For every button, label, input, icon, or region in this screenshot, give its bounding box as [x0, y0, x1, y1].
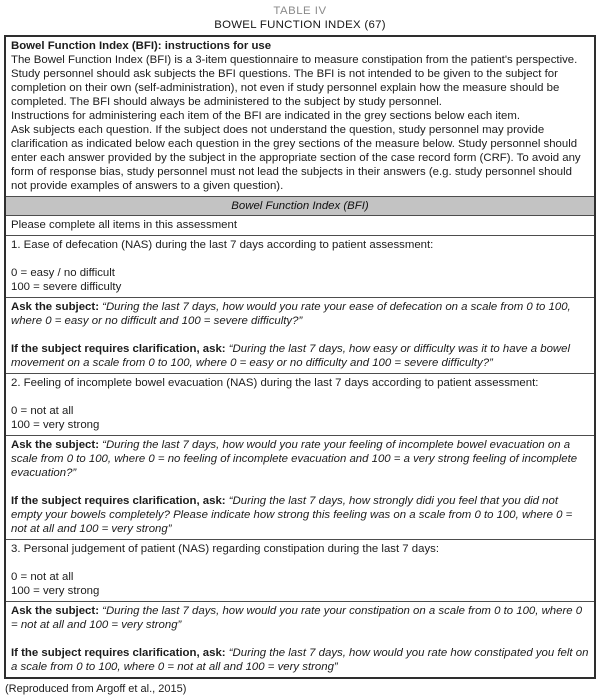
table-title: BOWEL FUNCTION INDEX (67) — [214, 19, 386, 31]
section-header-band: Bowel Function Index (BFI) — [6, 196, 594, 215]
question-text: 2. Feeling of incomplete bowel evacuation (NAS) during the last 7 days according to patient assessment: — [11, 377, 539, 389]
table-caption — [0, 0, 600, 35]
ask-row-2 — [6, 435, 594, 539]
question-text: 3. Personal judgement of patient (NAS) regarding constipation during the last 7 days: — [11, 543, 440, 555]
please-complete-row: Please complete all items in this assessment — [6, 215, 594, 235]
question-row-3 — [6, 539, 594, 601]
ask-label: Ask the subject: — [11, 301, 99, 313]
anchor-min: 0 = not at all — [11, 571, 74, 583]
ask-quote: “During the last 7 days, how would you rate your ease of defecation on a scale from 0 to 100, where 0 = easy or no difficult and 100 = severe difficulty?” — [11, 301, 571, 327]
anchor-max: 100 = severe difficulty — [11, 281, 122, 293]
clarify-label: If the subject requires clarification, ask: — [11, 647, 226, 659]
instructions-paragraph-3: Ask subjects each question. If the subject does not understand the question, study personnel may provide clarification as indicated below each question in the grey sections of the measure below. Study personnel should enter each answer provided by the subject in the appropriate section of the case record form (CRF). To avoid any form of response bias, study personnel must not lead the subjects in their answers (e.g. study personnel should not provide examples of answers to a given question). — [11, 124, 581, 192]
question-row-1 — [6, 235, 594, 297]
ask-paragraph — [11, 300, 589, 328]
spacer — [11, 390, 589, 404]
anchor-min: 0 = not at all — [11, 405, 74, 417]
source-note: (Reproduced from Argoff et al., 2015) — [5, 683, 187, 695]
ask-label: Ask the subject: — [11, 439, 99, 451]
anchor-max: 100 = very strong — [11, 419, 100, 431]
instructions-paragraph-2: Instructions for administering each item of the BFI are indicated in the grey sections below each item. — [11, 110, 521, 122]
bfi-table — [4, 35, 596, 679]
ask-row-1 — [6, 297, 594, 373]
instructions-paragraph-1: The Bowel Function Index (BFI) is a 3-item questionnaire to measure constipation from the patient's perspective. Study personnel should ask subjects the BFI questions. The BFI is not intended to be given to the subject for completion on their own (self-administration), not even if study personnel explain how the measure should be completed. The BFI should always be administered to the subject by study personnel. — [11, 54, 578, 108]
anchor-max: 100 = very strong — [11, 585, 100, 597]
clarify-quote: “During the last 7 days, how easy or difficulty was it to have a bowel movement on a scale from 0 to 100, where 0 = easy or no difficulty and 100 = severe difficulty?” — [11, 343, 571, 369]
clarify-paragraph — [11, 342, 589, 370]
ask-quote: “During the last 7 days, how would you rate your feeling of incomplete bowel evacuation on a scale from 0 to 100, where 0 = no feeling of incomplete evacuation and 100 = a very strong feeling of incomplete evacuation?” — [11, 439, 578, 479]
ask-paragraph — [11, 604, 589, 632]
ask-quote: “During the last 7 days, how would you rate your constipation on a scale from 0 to 100, where 0 = not at all and 100 = very strong” — [11, 605, 583, 631]
instructions-title: Bowel Function Index (BFI): instructions for use — [11, 40, 272, 52]
ask-paragraph — [11, 438, 589, 480]
ask-label: Ask the subject: — [11, 605, 99, 617]
clarify-paragraph — [11, 494, 589, 536]
question-text: 1. Ease of defecation (NAS) during the last 7 days according to patient assessment: — [11, 239, 434, 251]
clarify-quote: “During the last 7 days, how strongly didi you feel that you did not empty your bowels completely? Please indicate how strong this feeling was on a scale from 0 to 100, where 0 = not at all and 100 = very strong” — [11, 495, 573, 535]
anchor-min: 0 = easy / no difficult — [11, 267, 115, 279]
spacer — [11, 252, 589, 266]
clarify-quote: “During the last 7 days, how would you rate how constipated you felt on a scale from 0 to 100, where 0 = not at all and 100 = very strong” — [11, 647, 589, 673]
question-row-2 — [6, 373, 594, 435]
instructions-section — [6, 37, 594, 196]
spacer — [11, 556, 589, 570]
clarify-label: If the subject requires clarification, ask: — [11, 495, 226, 507]
ask-row-3 — [6, 601, 594, 677]
table-label: TABLE IV — [273, 5, 327, 17]
clarify-paragraph — [11, 646, 589, 674]
clarify-label: If the subject requires clarification, ask: — [11, 343, 226, 355]
